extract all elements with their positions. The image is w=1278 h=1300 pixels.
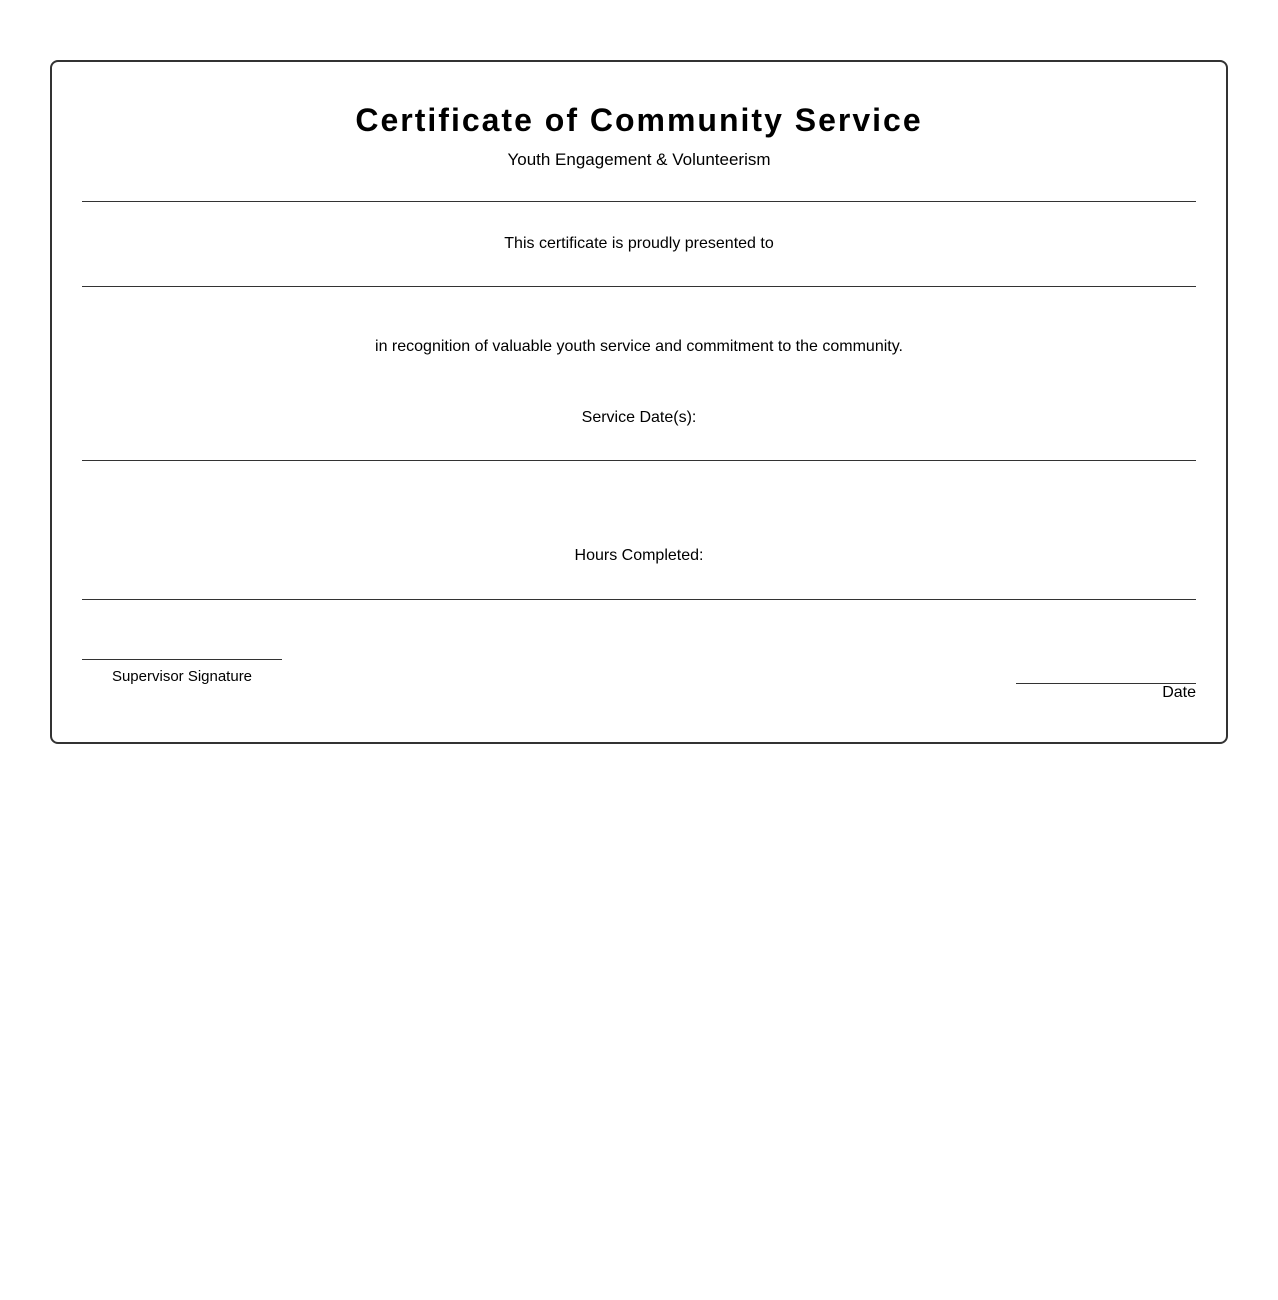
supervisor-signature-label: Supervisor Signature bbox=[111, 668, 253, 685]
recipient-name-line bbox=[82, 286, 1196, 287]
signature-line bbox=[82, 659, 282, 660]
presented-to-text: This certificate is proudly presented to bbox=[504, 235, 774, 252]
certificate-card bbox=[50, 60, 1228, 744]
recognition-text: in recognition of valuable youth service and commitment to the community. bbox=[375, 338, 903, 355]
date-label: Date bbox=[1162, 684, 1196, 701]
service-dates-line bbox=[82, 460, 1196, 461]
certificate-subtitle: Youth Engagement & Volunteerism bbox=[507, 150, 771, 169]
divider-top bbox=[82, 201, 1196, 202]
hours-completed-label: Hours Completed: bbox=[574, 547, 704, 564]
certificate-title: Certificate of Community Service bbox=[355, 102, 923, 138]
hours-completed-line bbox=[82, 599, 1196, 600]
service-dates-label: Service Date(s): bbox=[581, 409, 697, 426]
